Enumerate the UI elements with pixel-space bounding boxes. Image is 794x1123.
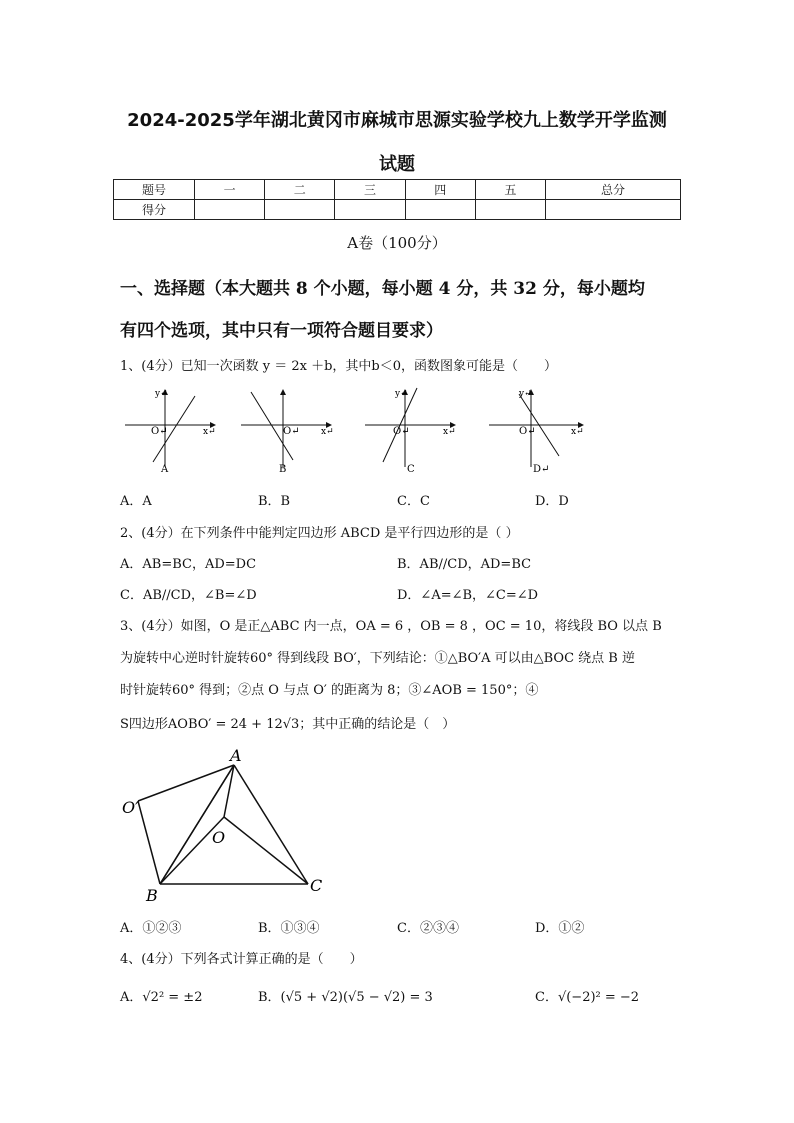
graph-c [365,388,456,475]
option-d[interactable]: D．D [535,494,569,509]
page-title-line2: 试题 [379,154,415,175]
section-heading: 一、选择题（本大题共 8 个小题，每小题 4 分，共 32 分，每小题均 [120,279,645,299]
vertex-o-prime-label: O′ [122,798,139,817]
table-cell: 一 [195,180,265,200]
option-a[interactable]: A．A [120,494,152,509]
question-3-line4: S四边形AOBO′ = 24 + 12√3；其中正确的结论是（ ） [120,717,456,732]
table-row [114,180,681,200]
graph-label: C [407,464,415,475]
graph-b [241,390,334,475]
axis-x-label: x↵ [571,427,584,437]
axis-y-label: y↵ [395,389,408,399]
axis-y-label: y↵ [519,389,532,399]
question-4-stem: 4、(4分）下列各式计算正确的是（ ） [120,952,363,967]
option-c[interactable]: C．AB//CD，∠B=∠D [120,588,257,603]
table-row [114,200,681,220]
option-d[interactable]: D．∠A=∠B，∠C=∠D [397,588,539,603]
score-input-cell[interactable] [475,200,545,220]
option-a[interactable]: A．√2² = ±2 [120,990,203,1005]
option-b[interactable]: B．①③④ [258,921,320,936]
score-input-cell[interactable] [265,200,335,220]
table-cell: 总分 [546,180,681,200]
option-c[interactable]: C．√(−2)² = −2 [535,990,640,1005]
table-cell: 五 [475,180,545,200]
score-input-cell[interactable] [195,200,265,220]
origin-label: O↵ [283,426,300,437]
option-c[interactable]: C．C [397,494,430,509]
graph-label: B [279,464,287,475]
table-cell: 三 [335,180,405,200]
origin-label: O↵ [393,426,410,437]
q1-graphs-figure [115,382,595,477]
axis-x-label: x↵ [203,427,216,437]
option-a[interactable]: A．①②③ [120,921,182,936]
origin-label: O↵ [519,426,536,437]
vertex-a-label: A [230,746,242,765]
graph-d [489,389,584,475]
option-d[interactable]: D．①② [535,921,585,936]
score-table [113,179,681,220]
table-cell: 得分 [114,200,195,220]
vertex-b-label: B [146,886,158,905]
axis-y-label: y↵ [155,389,168,399]
section-heading-line2: 有四个选项，其中只有一项符合题目要求） [120,321,443,341]
volume-heading: A卷（100分） [347,234,447,252]
option-b[interactable]: B．(√5 + √2)(√5 − √2) = 3 [258,990,433,1005]
table-cell: 题号 [114,180,195,200]
axis-x-label: x↵ [321,427,334,437]
question-3-line2: 为旋转中心逆时针旋转60° 得到线段 BO′，下列结论：①△BO′A 可以由△BOC 绕点 B 逆 [120,651,635,666]
question-3-line1: 3、(4分）如图，O 是正△ABC 内一点，OA = 6 ，OB = 8 ，OC = 10，将线段 BO 以点 B [120,619,662,634]
score-input-cell[interactable] [405,200,475,220]
question-3-line3: 时针旋转60° 得到；②点 O 与点 O′ 的距离为 8；③∠AOB = 150°；④ [120,683,539,698]
score-input-cell[interactable] [546,200,681,220]
table-cell: 二 [265,180,335,200]
axis-x-label: x↵ [443,427,456,437]
option-c[interactable]: C．②③④ [397,921,459,936]
q3-triangle-figure [118,745,348,910]
table-cell: 四 [405,180,475,200]
question-2-stem: 2、(4分）在下列条件中能判定四边形 ABCD 是平行四边形的是（ ） [120,526,519,541]
option-a[interactable]: A．AB=BC，AD=DC [120,557,257,572]
option-b[interactable]: B．AB//CD，AD=BC [397,557,532,572]
graph-a [125,389,216,475]
origin-label: O↵ [151,426,168,437]
option-b[interactable]: B．B [258,494,291,509]
graph-label: D↵ [533,464,550,475]
vertex-o-label: O [212,828,226,847]
score-input-cell[interactable] [335,200,405,220]
vertex-c-label: C [310,876,323,895]
graph-label: A [161,464,169,475]
page-title: 2024-2025学年湖北黄冈市麻城市思源实验学校九上数学开学监测 [127,110,667,131]
question-1-stem: 1、(4分）已知一次函数 y ＝ 2x ＋b，其中b＜0，函数图象可能是（ ） [120,359,558,374]
